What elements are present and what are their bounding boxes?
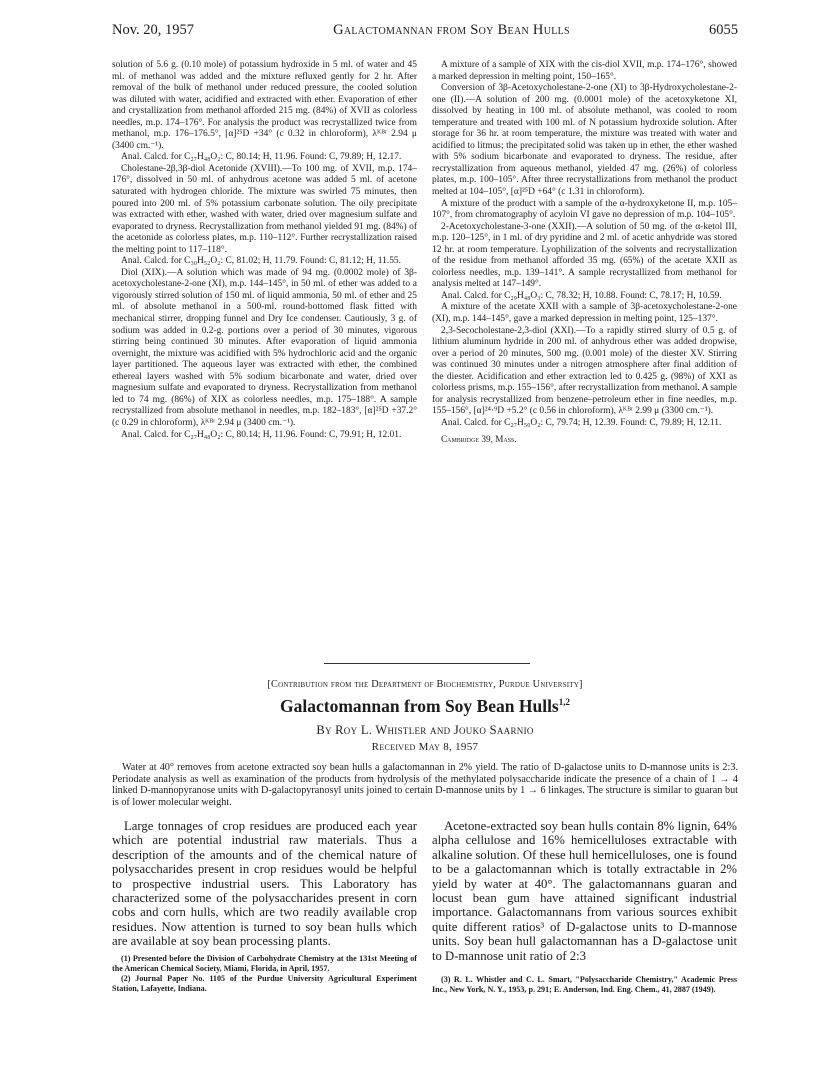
running-header xyxy=(112,22,738,44)
article-title-text: Galactomannan from Soy Bean Hulls xyxy=(280,696,559,716)
footnote: (1) Presented before the Division of Carbohydrate Chemistry at the 131st Meeting of the American Chemical Society, Miami, Florida, in April, 1957. xyxy=(112,953,417,973)
author-location: Cambridge 39, Mass. xyxy=(441,433,517,444)
paragraph: A mixture of the product with a sample of the α-hydroxyketone II, m.p. 105–107°, from chromatography of acyloin VI gave no depression of m.p. 104–105°. xyxy=(432,198,737,221)
experimental-column-left xyxy=(112,60,417,441)
contribution-line: [Contribution from the Department of Biochemistry, Purdue University] xyxy=(267,679,583,690)
title-footnote-marks: 1,2 xyxy=(558,697,570,707)
received-date: Received May 8, 1957 xyxy=(371,741,479,753)
paragraph: 2,3-Secocholestane-2,3-diol (XXI).—To a rapidly stirred slurry of 0.5 g. of lithium aluminum hydride in 200 ml. of anhydrous ether was added dropwise, over a period of 20 minutes, 500 mg. (0.001 mole) of the diester XV. Stirring was continued 30 minutes under a nitrogen atmosphere after final addition of the diester. Acidification and ether extraction led to 0.425 g. (98%) of XXI as colorless prisms, m.p. 155–156°, after recrystallization from methanol. A sample for analysis recrystallized from benzene–petroleum ether in fine needles, m.p. 155–156°, [α]²⁴·⁹D +5.2° (c 0.56 in chloroform), λᴷᴮʳ 2.99 μ (3300 cm.⁻¹). xyxy=(432,325,737,417)
running-title: Galactomannan from Soy Bean Hulls xyxy=(333,22,570,38)
issue-date: Nov. 20, 1957 xyxy=(112,22,195,38)
paragraph: 2-Acetoxycholestane-3-one (XXII).—A solution of 50 mg. of the α-ketol III, m.p. 120–125°, in 1 ml. of dry pyridine and 2 ml. of acetic anhydride was stored 12 hr. at room temperature. Lyophilization of the solvents and recrystallization of the residue from methanol afforded 35 mg. (65%) of the acetate XXII as colorless needles, m.p. 139–141°. A sample recrystallized from methanol for analysis melted at 147–149°. xyxy=(432,221,737,290)
article-title xyxy=(112,696,738,717)
article-authors: By Roy L. Whistler and Jouko Saarnio xyxy=(316,723,534,737)
section-divider xyxy=(324,663,530,664)
paragraph: Diol (XIX).—A solution which was made of 94 mg. (0.0002 mole) of 3β-acetoxycholestane-2-one (XI), m.p. 144–145°, in 50 ml. of ether was added to a vigorously stirred solution of 150 ml. of liquid ammonia, 50 ml. of ether and 25 ml. of absolute methanol in a 500-ml. round-bottomed flask fitted with mechanical stirrer, dropping funnel and Dry Ice condenser. Cautiously, 3 g. of sodium was added in 0.2-g. portions over a period of 30 minutes, vigorous stirring being continued 30 minutes. After evaporation of liquid ammonia overnight, the mixture was acidified with 5% hydrochloric acid and the organic layer partitioned. The aqueous layer was extracted with ether, the combined ethereal layers washed with 5% sodium bicarbonate and water, dried over magnesium sulfate and evaporated to dryness. Recrystallization from methanol led to 74 mg. (86%) of XIX as colorless needles, m.p. 175–188°. A sample recrystallized from absolute methanol in needles, m.p. 182–183°, [α]²⁵D +37.2° (c 0.29 in chloroform), λᴷᴮʳ 2.94 μ (3400 cm.⁻¹). xyxy=(112,267,417,428)
body-paragraph: Acetone-extracted soy bean hulls contain 8% lignin, 64% alpha cellulose and 16% hemicelluloses extractable with alkaline solution. Of these hull hemicelluloses, one is found to be a galactomannan which is totally extractable in 2% yield by water at 40°. The galactomannans guaran and locust bean gum have attained significant industrial importance. Galactomannans from various sources exhibit quite different ratios³ of D-galactose units to D-mannose units. Soy bean hull galactomannan has a D-galactose unit to D-mannose unit ratio of 2:3 xyxy=(432,819,737,963)
paragraph: Cholestane-2β,3β-diol Acetonide (XVIII).—To 100 mg. of XVII, m.p. 174–176°, dissolved in 50 ml. of anhydrous acetone was added 5 ml. of acetone saturated with hydrogen chloride. The mixture was swirled 75 minutes, then poured into 200 ml. of 5% potassium carbonate solution. The oily precipitate was extracted with ether, washed with water, dried over magnesium sulfate and evaporated to dryness. Recrystallization from methanol yielded 91 mg. (84%) of the acetonide as colorless plates, m.p. 110–112°. Further recrystallization raised the melting point to 117–118°. xyxy=(112,163,417,255)
body-column-right xyxy=(432,819,737,995)
paragraph: A mixture of a sample of XIX with the cis-diol XVII, m.p. 174–176°, showed a marked depression in melting point, 150–165°. xyxy=(432,60,737,82)
body-paragraph: Large tonnages of crop residues are produced each year which are potential industrial raw materials. Thus a description of the amounts and of the chemical nature of polysaccharides present in crop residues would be helpful to prospective industrial users. This Laboratory has characterized some of the polysaccharides present in corn cobs and corn hulls, which are two readily available crop residues. Now attention is turned to soy bean hulls which are available at soy bean processing plants. xyxy=(112,819,417,949)
page-number: 6055 xyxy=(708,22,738,38)
analysis-line: Anal. Calcd. for C₂₇H₄₈O₂: C, 80.14; H, 11.96. Found: C, 79.91; H, 12.01. xyxy=(121,429,402,440)
paragraph: Conversion of 3β-Acetoxycholestane-2-one (XI) to 3β-Hydroxycholestane-2-one (II).—A solution of 200 mg. (0.0001 mole) of the acetoxyketone XI, dissolved by heating in 100 ml. of absolute methanol, was cooled to room temperature and treated with 100 ml. of N potassium hydroxide solution. After storage for 36 hr. at room temperature, the mixture was treated with water and acidified to litmus; the precipitated solid was taken up in ether, the ether washed with 5% sodium bicarbonate and evaporated to dryness. The residue, after recrystallization from aqueous methanol, yielded 47 mg. (26%) of colorless plates, m.p. 100–105°. After three recrystallizations from methanol the product melted at 104–105°, [α]²⁵D +64° (c 1.31 in chloroform). xyxy=(432,83,737,198)
body-column-left xyxy=(112,819,417,994)
footnote: (2) Journal Paper No. 1105 of the Purdue University Agricultural Experiment Station, Lafayette, Indiana. xyxy=(112,974,417,994)
analysis-line: Anal. Calcd. for C₂₉H₄₈O₃: C, 78.32; H, 10.88. Found: C, 78.17; H, 10.59. xyxy=(441,290,722,301)
experimental-column-right xyxy=(432,60,737,445)
analysis-line: Anal. Calcd. for C₃₀H₅₂O₂: C, 81.02; H, 11.79. Found: C, 81.12; H, 11.55. xyxy=(121,256,401,267)
paragraph: A mixture of the acetate XXII with a sample of 3β-acetoxycholestane-2-one (XI), m.p. 144–145°, gave a marked depression in melting point, 125–137°. xyxy=(432,302,737,325)
analysis-line: Anal. Calcd. for C₂₇H₅₀O₂: C, 79.74; H, 12.39. Found: C, 79.89; H, 12.11. xyxy=(441,417,722,428)
paragraph: solution of 5.6 g. (0.10 mole) of potassium hydroxide in 5 ml. of water and 45 ml. of methanol was added and the mixture refluxed gently for 2 hr. After removal of the bulk of methanol under reduced pressure, the cooled solution was diluted with water, acidified and extracted with ether. Evaporation of ether and crystallization from methanol afforded 215 mg. (84%) of XVII as colorless needles, m.p. 174–176°. For analysis the product was recrystallized twice from methanol, m.p. 176–176.5°, [α]²⁵D +34° (c 0.32 in chloroform), λᴷᴮʳ 2.94 μ (3400 cm.⁻¹). xyxy=(112,60,417,151)
abstract: Water at 40° removes from acetone extracted soy bean hulls a galactomannan in 2% yield. The ratio of D-galactose units to D-mannose units is 2:3. Periodate analysis as well as examination of the products from hydrolysis of the methylated polysaccharide indicate the presence of a chain of 1 → 4 linked D-mannopyranose units with D-galactopyranosyl units joined to certain D-mannose units by 1 → 6 linkages. The structure is similar to guaran but is of lower molecular weight. xyxy=(112,762,738,809)
footnote: (3) R. L. Whistler and C. L. Smart, "Polysaccharide Chemistry," Academic Press Inc., New York, N. Y., 1953, p. 291; E. Anderson, Ind. Eng. Chem., 41, 2887 (1949). xyxy=(432,975,737,994)
analysis-line: Anal. Calcd. for C₂₇H₄₈O₂: C, 80.14; H, 11.96. Found: C, 79.89; H, 12.17. xyxy=(121,152,402,163)
